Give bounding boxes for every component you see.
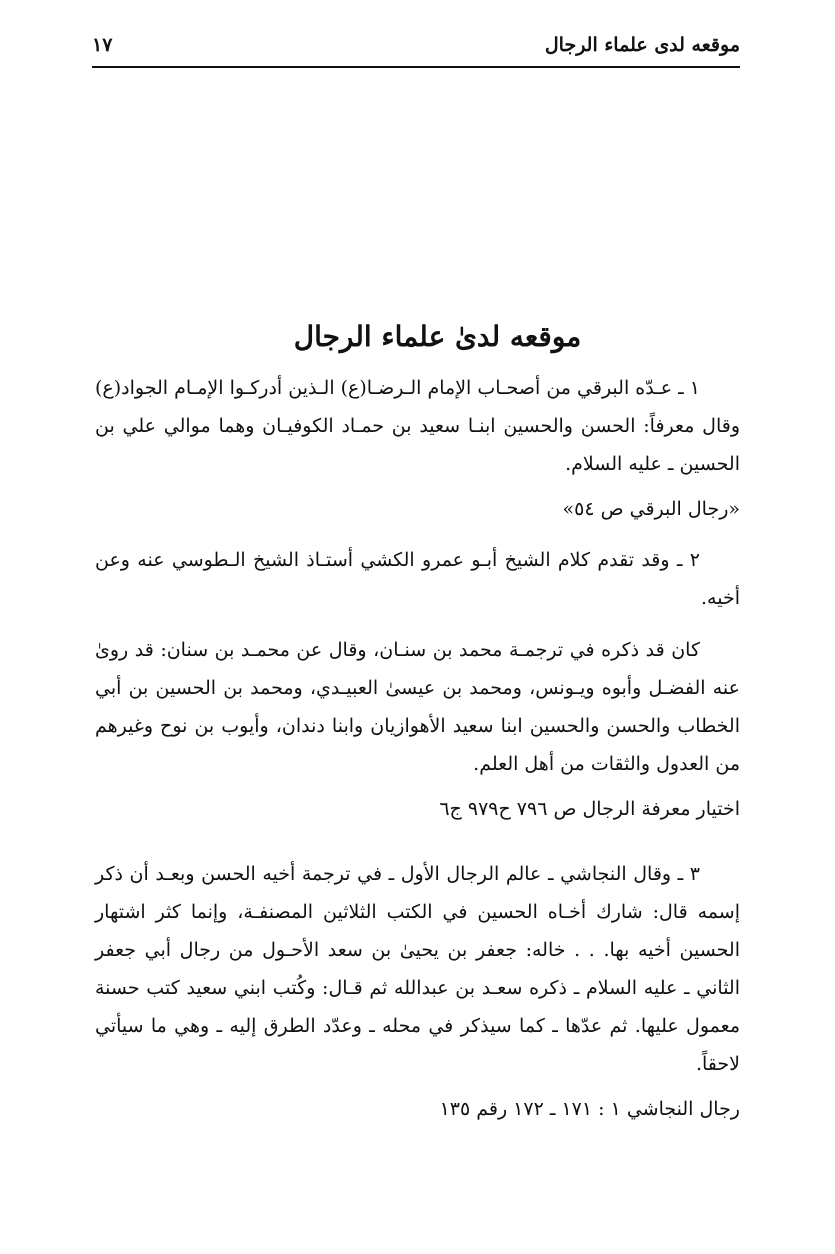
entry-2-text: ٢ ـ وقد تقدم كلام الشيخ أبـو عمرو الكشي أستـاذ الشيخ الـطوسي عنه وعن أخيه.	[95, 549, 740, 609]
entry-2-reference: اختيار معرفة الرجال ص ٧٩٦ ح٩٧٩ ج٦	[439, 798, 740, 820]
page-number: ١٧	[92, 34, 113, 56]
entry-1-reference: «رجال البرقي ص ٥٤»	[562, 498, 740, 520]
entry-3-reference: رجال النجاشي ١ : ١٧١ ـ ١٧٢ رقم ١٣٥	[439, 1098, 740, 1120]
entry-1-text: ١ ـ عـدّه البرقي من أصحـاب الإمام الـرضـا(ع) الـذين أدركـوا الإمـام الجواد(ع) وقال معرفاً: الحسن والحسين ابنـا سعيد بن حمـاد الكوفيـان وهما موالي علي بن الحسين ـ عليه السلام.	[95, 377, 740, 475]
entry-2-quote: كان قد ذكره في ترجمـة محمد بن سنـان، وقال عن محمـد بن سنان: قد روىٰ عنه الفضـل وأبوه ويـونس، ومحمد بن عيسىٰ العبيـدي، ومحمد بن الحسين بن أبي الخطاب والحسن والحسين ابنا سعيد الأهوازيان وابنا دندان، وأيوب بن نوح وغيرهم من العدول والثقات من أهل العلم.	[95, 639, 740, 775]
header-rule	[92, 66, 740, 68]
section-title: موقعه لدىٰ علماء الرجال	[293, 320, 582, 353]
running-title: موقعه لدى علماء الرجال	[544, 34, 740, 56]
spacer	[95, 841, 740, 855]
entry-3-text: ٣ ـ وقال النجاشي ـ عالم الرجال الأول ـ في ترجمة أخيه الحسن وبعـد أن ذكر إسمه قال: شارك أخـاه الحسين في الكتب الثلاثين المصنفـة، وإنما كثر اشتهار الحسين أخيه بها. . . خاله: جعفر بن يحيىٰ بن سعد الأحـول من رجال أبي جعفر الثاني ـ عليه السلام ـ ذكره سعـد بن عبدالله ثم قـال: وكُتب ابني سعيد كتب حسنة معمول عليها. ثم عدّها ـ كما سيذكر في محله ـ وعدّد الطرق إليه ـ وهي ما سيأتي لاحقاً.	[95, 863, 740, 1075]
main-content	[95, 320, 740, 1141]
running-head	[92, 30, 740, 60]
spacer	[95, 617, 740, 631]
